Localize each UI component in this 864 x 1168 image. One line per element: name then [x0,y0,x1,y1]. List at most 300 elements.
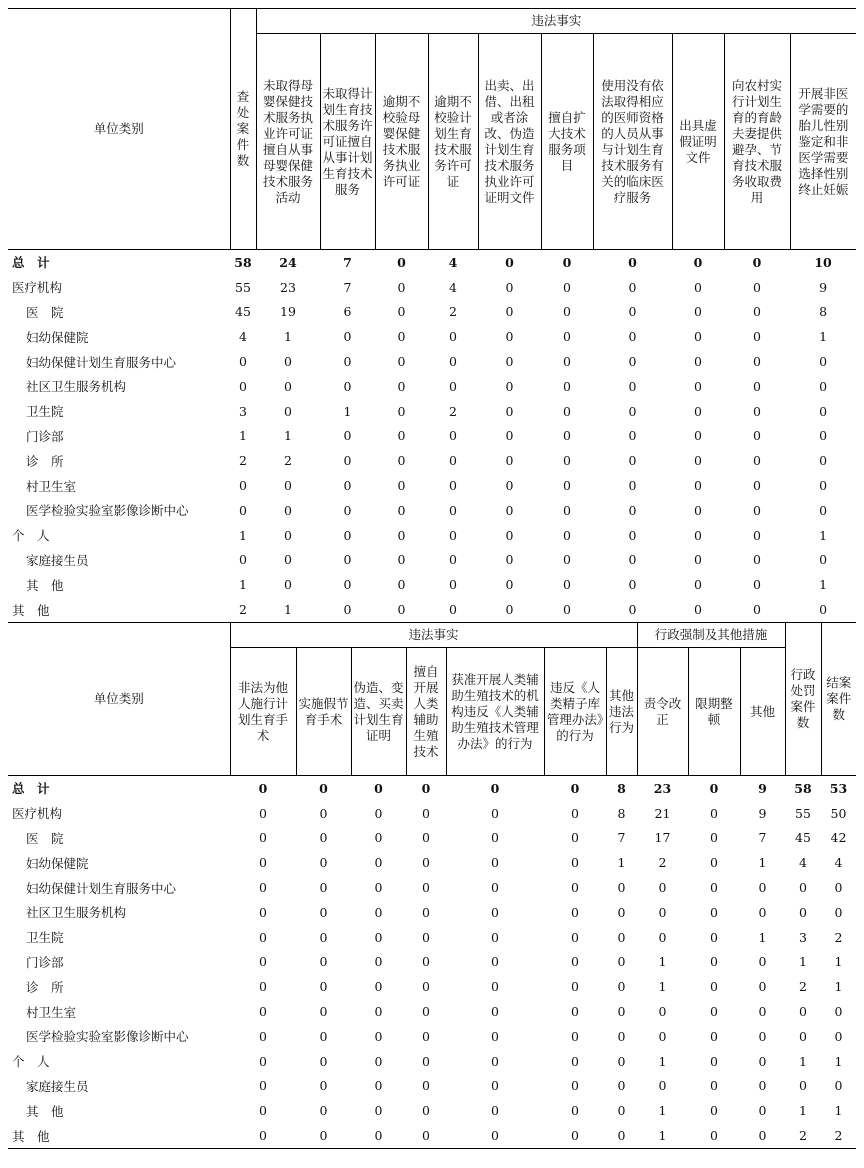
table-cell: 0 [710,1078,718,1094]
table-cell: 0 [628,378,637,394]
table-cell: 0 [617,1053,626,1069]
table-cell: 7 [617,830,626,846]
table-cell: 0 [571,979,579,995]
table-cell: 0 [617,979,626,995]
table-cell: 0 [571,805,579,821]
table-row [8,826,856,851]
table-cell: 0 [571,855,579,871]
col-header: 未取得母婴保健技术服务执业许可证擅自从事母婴保健技术服务活动 [256,34,320,250]
table-cell: 0 [449,428,457,444]
table-cell: 0 [571,1078,579,1094]
table-cell: 0 [758,954,767,970]
col-header: 向农村实行计划生育的育龄夫妻提供避孕、节育技术服务收取费用 [724,34,790,250]
table-cell: 3 [239,403,247,419]
table-cell: 1 [343,403,352,419]
table-cell: 0 [694,527,702,543]
col-header: 其他 [740,648,785,776]
table-cell: 0 [449,478,457,494]
table-cell: 8 [819,304,828,320]
table-cell: 0 [710,855,718,871]
table-cell: 0 [710,929,718,945]
table-cell: 0 [505,279,514,295]
table-cell: 0 [319,1028,328,1044]
table-cell: 0 [422,1078,430,1094]
table-row [8,250,856,275]
table-cell: 0 [563,329,571,345]
table-cell: 4 [239,329,247,345]
table-cell: 0 [259,830,267,846]
row-label: 诊 所 [26,979,64,995]
col-header: 逾期不校验母婴保健技术服务执业许可证 [375,34,428,250]
col-header: 获准开展人类辅助生殖技术的机构违反《人类辅助生殖技术管理办法》的行为 [446,648,544,776]
table-cell: 0 [259,1028,267,1044]
table-cell: 0 [628,254,637,270]
row-label: 个 人 [12,528,50,544]
table-cell: 0 [343,478,352,494]
table-cell: 0 [239,478,247,494]
table-cell: 1 [239,428,247,444]
row-label: 村卫生室 [26,478,77,494]
table-cell: 0 [259,1103,267,1119]
table-cell: 0 [374,855,383,871]
table-cell: 0 [710,954,718,970]
table-cell: 0 [694,378,702,394]
table-cell: 0 [799,904,807,920]
table-cell: 0 [710,880,718,896]
unit-category-header: 单位类别 [8,9,230,250]
table-cell: 0 [799,880,807,896]
table-cell: 0 [491,954,499,970]
violation-facts-header: 违法事实 [256,9,856,34]
table-cell: 1 [658,979,667,995]
table-cell: 0 [819,478,828,494]
table-cell: 0 [710,830,718,846]
table-row [8,801,856,826]
table-cell: 0 [284,378,292,394]
table-cell: 1 [658,1103,667,1119]
table-cell: 0 [628,304,637,320]
table-row [8,498,856,523]
table-cell: 0 [446,1123,544,1148]
table-cell: 0 [724,597,790,622]
table-cell: 19 [280,304,296,320]
table-cell: 0 [421,780,431,796]
table-cell: 0 [694,329,702,345]
table-cell: 0 [259,979,267,995]
table-cell: 0 [658,904,667,920]
col-header: 结案案件数 [821,623,856,776]
table-cell: 0 [319,880,328,896]
table-cell: 0 [422,954,430,970]
table-row [8,925,856,950]
table-cell: 0 [259,954,267,970]
table-cell: 0 [710,1028,718,1044]
table-row [8,548,856,573]
table-cell: 0 [478,597,541,622]
table-cell: 1 [256,597,320,622]
table-cell: 0 [374,954,383,970]
table-cell: 0 [422,830,430,846]
table-cell: 0 [563,354,571,370]
table-cell: 0 [343,428,352,444]
table-cell: 0 [284,478,292,494]
table-cell: 0 [491,904,499,920]
table-cell: 0 [406,1123,446,1148]
table-cell: 0 [694,403,702,419]
table-cell: 0 [688,1123,740,1148]
table-cell: 55 [795,805,811,821]
table-cell: 0 [343,329,352,345]
row-label: 村卫生室 [26,1004,77,1020]
col-header: 开展非医学需要的胎儿性别鉴定和非医学需要选择性别终止妊娠 [790,34,856,250]
table-cell: 1 [834,954,843,970]
table-cell: 0 [259,1004,267,1020]
table-cell: 0 [374,904,383,920]
table-cell: 0 [374,929,383,945]
table-row [8,950,856,975]
table-cell: 0 [422,1004,430,1020]
table-cell: 0 [259,1078,267,1094]
table-cell: 0 [319,780,328,796]
row-label: 家庭接生员 [26,1078,89,1094]
table-cell: 0 [397,527,406,543]
table-cell: 0 [397,279,406,295]
table-cell: 0 [319,855,328,871]
table-cell: 2 [821,1123,856,1148]
table-cell: 0 [449,577,457,593]
table-cell: 0 [491,979,499,995]
row-label: 妇幼保健计划生育服务中心 [26,880,177,896]
table-cell: 0 [563,403,571,419]
table-cell: 0 [505,478,514,494]
table-cell: 1 [819,329,828,345]
table-cell: 0 [834,1028,843,1044]
table-cell: 0 [752,254,762,270]
table-cell: 0 [834,1004,843,1020]
table-cell: 0 [284,354,292,370]
row-label: 医疗机构 [12,806,63,822]
table-cell: 1 [284,428,292,444]
col-header: 非法为他人施行计划生育手术 [230,648,296,776]
table-cell: 0 [449,502,457,518]
table-cell: 0 [422,880,430,896]
table-cell: 0 [563,552,571,568]
table-cell: 0 [571,929,579,945]
table-cell: 0 [505,552,514,568]
table-cell: 23 [653,780,672,796]
table-cell: 0 [449,552,457,568]
table-row [8,399,856,424]
table-cell: 4 [834,855,843,871]
table-body [8,250,856,623]
row-label: 其 他 [8,1123,230,1148]
table-cell: 0 [740,1123,785,1148]
table-cell: 0 [617,954,626,970]
table-cell: 0 [449,329,457,345]
table-cell: 0 [397,428,406,444]
table-cell: 0 [505,502,514,518]
table-cell: 2 [785,1123,821,1148]
table-cell: 0 [505,304,514,320]
table-cell: 0 [694,502,702,518]
table-cell: 1 [799,1103,807,1119]
table-cell: 0 [819,453,828,469]
col-header: 使用没有依法取得相应的医师资格的人员从事与计划生育技术服务有关的临床医疗服务 [593,34,672,250]
table-cell: 1 [658,1053,667,1069]
row-label: 家庭接生员 [26,552,89,568]
table-cell: 0 [374,780,383,796]
table-cell: 0 [694,478,702,494]
table-cell: 0 [422,1028,430,1044]
table-cell: 0 [834,880,843,896]
table-cell: 0 [753,354,761,370]
table-cell: 0 [710,805,718,821]
table-cell: 0 [319,830,328,846]
row-label: 医 院 [26,830,64,846]
table-cell: 0 [491,1028,499,1044]
table-cell: 0 [319,805,328,821]
table-cell: 0 [449,354,457,370]
table-cell: 0 [790,597,856,622]
table-cell: 0 [397,552,406,568]
table-cell: 0 [343,502,352,518]
table-cell: 53 [829,780,848,796]
table-row [8,349,856,374]
table-cell: 0 [239,378,247,394]
table-cell: 45 [235,304,251,320]
row-label: 医学检验实验室影像诊断中心 [26,1029,189,1045]
table-cell: 0 [658,880,667,896]
col-header: 出卖、出借、出租或者涂改、伪造计划生育技术服务执业许可证明文件 [478,34,541,250]
table-cell: 0 [422,1053,430,1069]
table-cell: 1 [834,979,843,995]
row-label: 门诊部 [26,428,64,444]
table-row [8,776,856,801]
row-label: 医 院 [26,304,64,320]
table-cell: 0 [239,552,247,568]
table-cell: 4 [449,279,457,295]
table-cell: 0 [259,1053,267,1069]
table-row [8,275,856,300]
table-cell: 1 [758,855,767,871]
table-cell: 0 [658,1028,667,1044]
table-cell: 0 [753,527,761,543]
row-label: 社区卫生服务机构 [26,379,127,395]
table-cell: 1 [799,954,807,970]
table-cell: 0 [491,830,499,846]
table-cell: 0 [397,378,406,394]
table-row [8,374,856,399]
table-cell: 6 [343,304,352,320]
table-cell: 0 [834,1078,843,1094]
table-cell: 0 [319,1004,328,1020]
table-cell: 0 [562,254,572,270]
table-row [8,1049,856,1074]
table-cell: 0 [710,1053,718,1069]
table-cell: 0 [505,527,514,543]
table-cell: 0 [491,1078,499,1094]
col-header: 实施假节育手术 [296,648,351,776]
table-row [8,523,856,548]
table-cell: 2 [799,979,807,995]
row-label: 总 计 [12,781,50,797]
table-cell: 0 [284,577,292,593]
table-cell: 0 [397,304,406,320]
table-cell: 23 [280,279,296,295]
table-cell: 9 [758,780,767,796]
table-cell: 0 [617,929,626,945]
table-cell: 0 [571,880,579,896]
table-cell: 0 [284,502,292,518]
violation-facts-header: 违法事实 [230,623,637,648]
table-cell: 0 [422,855,430,871]
table-cell: 0 [563,304,571,320]
table-cell: 45 [795,830,811,846]
table-cell: 0 [374,1028,383,1044]
table-cell: 0 [617,1004,626,1020]
table-cell: 42 [830,830,847,846]
table-cell: 0 [422,805,430,821]
table-cell: 0 [505,453,514,469]
table-cell: 0 [259,855,267,871]
table-cell: 0 [709,780,719,796]
table-cell: 0 [449,527,457,543]
table-cell: 0 [593,597,672,622]
table-cell: 0 [284,527,292,543]
table-cell: 0 [819,428,828,444]
table-cell: 0 [319,904,328,920]
table-cell: 0 [672,597,724,622]
table-cell: 7 [758,830,767,846]
col-header: 伪造、变造、买卖计划生育证明 [351,648,406,776]
table-cell: 0 [397,403,406,419]
table-cell: 0 [628,502,637,518]
table-cell: 0 [397,329,406,345]
table-cell: 0 [753,428,761,444]
table-row [8,850,856,875]
table-cell: 0 [628,428,637,444]
table-cell: 0 [758,1078,767,1094]
table-cell: 0 [374,830,383,846]
table-cell: 0 [491,880,499,896]
table-row [8,974,856,999]
table-cell: 0 [819,552,828,568]
table-cell: 0 [628,403,637,419]
table-cell: 0 [259,904,267,920]
table-cell: 55 [235,279,251,295]
table-cell: 2 [658,855,667,871]
table-row [8,572,856,597]
row-label: 其 他 [26,1103,64,1119]
table-cell: 0 [563,279,571,295]
table-cell: 0 [422,929,430,945]
table-cell: 0 [571,830,579,846]
table-cell: 0 [319,954,328,970]
table-cell: 1 [239,527,247,543]
table-cell: 0 [819,502,828,518]
table-cell: 1 [799,1053,807,1069]
table-cell: 0 [710,1103,718,1119]
table-cell: 1 [819,527,828,543]
table-cell: 0 [628,478,637,494]
table-cell: 0 [319,979,328,995]
table-cell: 0 [505,403,514,419]
table-row [8,1098,856,1123]
table-cell: 0 [563,478,571,494]
table-cell: 0 [541,597,593,622]
table-cell: 0 [374,1103,383,1119]
table-cell: 0 [753,478,761,494]
table-cell: 0 [397,577,406,593]
table-cell: 0 [694,304,702,320]
table-cell: 0 [343,453,352,469]
table-cell: 0 [491,855,499,871]
table-cell: 1 [758,929,767,945]
table-cell: 0 [490,780,500,796]
table-cell: 0 [422,904,430,920]
table-row [8,875,856,900]
table-cell: 0 [758,1004,767,1020]
table-cell: 0 [571,1004,579,1020]
table-cell: 0 [571,1103,579,1119]
table-cell: 0 [397,354,406,370]
table-cell: 0 [694,428,702,444]
table-cell: 0 [658,929,667,945]
table-cell: 0 [753,577,761,593]
table-cell: 0 [428,597,478,622]
table-cell: 0 [753,279,761,295]
table-cell: 0 [628,577,637,593]
table-cell: 0 [239,354,247,370]
table-cell: 0 [758,1053,767,1069]
table-cell: 0 [320,597,375,622]
table-cell: 1 [819,577,828,593]
table-cell: 0 [491,805,499,821]
table-cell: 0 [449,453,457,469]
table-cell: 0 [710,904,718,920]
col-header: 限期整顿 [688,648,740,776]
row-label: 医学检验实验室影像诊断中心 [26,503,189,519]
table-cell: 0 [284,552,292,568]
row-label: 社区卫生服务机构 [26,905,127,921]
table-cell: 0 [819,378,828,394]
table-row [8,300,856,325]
col-header: 行政处罚案件数 [785,623,821,776]
table-cell: 0 [284,403,292,419]
table-row [8,1024,856,1049]
table-cell: 0 [758,880,767,896]
table-cell: 0 [544,1123,606,1148]
table-cell: 2 [230,597,256,622]
table-cell: 0 [571,1028,579,1044]
table-cell: 0 [617,1103,626,1119]
table-cell: 0 [343,527,352,543]
table-cell: 0 [628,279,637,295]
table-cell: 0 [617,1078,626,1094]
table-cell: 3 [799,929,807,945]
table-cell: 0 [319,1053,328,1069]
table-cell: 0 [694,354,702,370]
table-cell: 0 [563,527,571,543]
table-cell: 0 [617,904,626,920]
row-label: 个 人 [12,1054,50,1070]
table-row [8,1074,856,1099]
row-label: 总 计 [12,255,50,271]
table-cell: 0 [505,428,514,444]
table-cell: 0 [758,1028,767,1044]
table-cell: 0 [628,527,637,543]
table-cell: 0 [374,979,383,995]
